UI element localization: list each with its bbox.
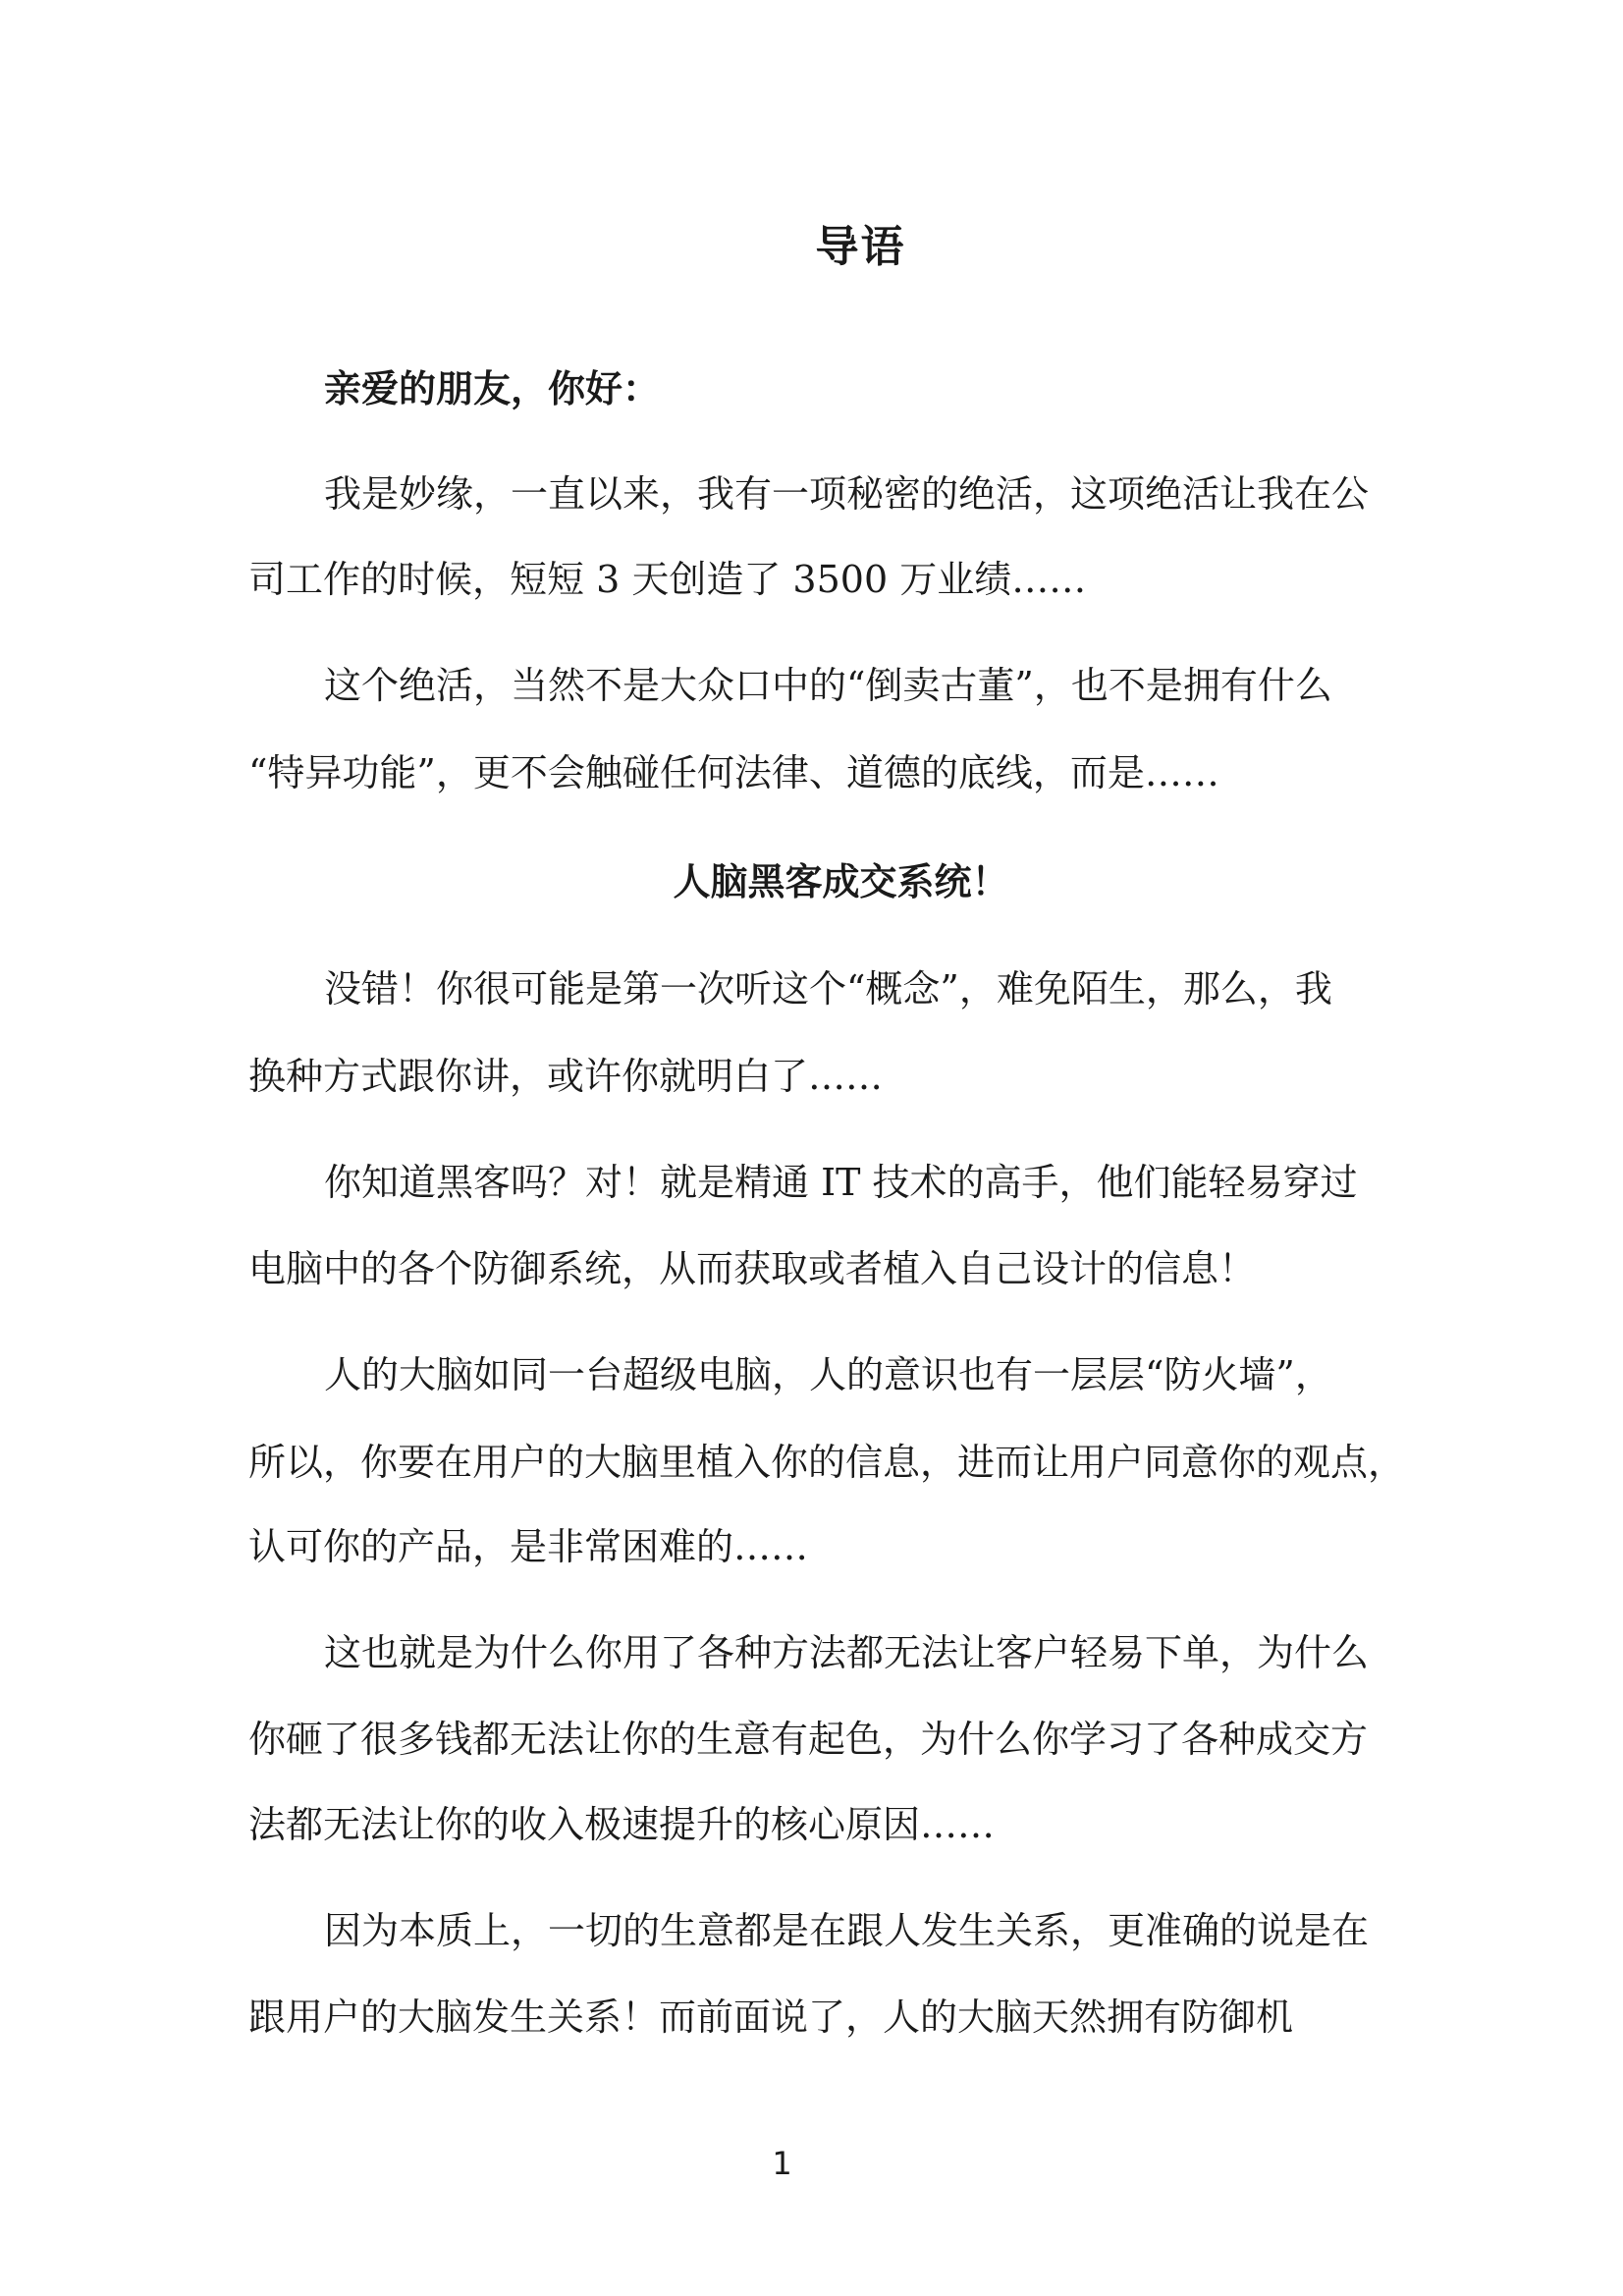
- paragraph-line: 这个绝活，当然不是大众口中的“倒卖古董”，也不是拥有什么: [324, 664, 1332, 707]
- paragraph-line: 跟用户的大脑发生关系！而前面说了，人的大脑天然拥有防御机: [248, 1995, 1294, 2039]
- paragraph-line: 没错！你很可能是第一次听这个“概念”，难免陌生，那么，我: [324, 967, 1332, 1011]
- greeting: 亲爱的朋友，你好：: [324, 366, 661, 410]
- paragraph-line: 换种方式跟你讲，或许你就明白了……: [248, 1055, 884, 1098]
- paragraph-line: 因为本质上，一切的生意都是在跟人发生关系，更准确的说是在: [324, 1909, 1370, 1952]
- paragraph-line: 认可你的产品，是非常困难的……: [248, 1525, 809, 1568]
- page-number: 1: [772, 2145, 792, 2182]
- paragraph-line: 电脑中的各个防御系统，从而获取或者植入自己设计的信息！: [248, 1247, 1257, 1290]
- paragraph-line: 你知道黑客吗？对！就是精通 IT 技术的高手，他们能轻易穿过: [324, 1161, 1358, 1204]
- paragraph-line: 人的大脑如同一台超级电脑，人的意识也有一层层“防火墙”，: [324, 1353, 1332, 1396]
- paragraph-line: 你砸了很多钱都无法让你的生意有起色，为什么你学习了各种成交方: [248, 1718, 1369, 1761]
- paragraph-line: 法都无法让你的收入极速提升的核心原因……: [248, 1803, 996, 1846]
- section-subheading: 人脑黑客成交系统！: [673, 859, 1009, 903]
- page-title: 导语: [815, 222, 906, 272]
- paragraph-line: 我是妙缘，一直以来，我有一项秘密的绝活，这项绝活让我在公: [324, 472, 1370, 516]
- paragraph-line: 司工作的时候，短短 3 天创造了 3500 万业绩……: [248, 558, 1087, 601]
- paragraph-line: 这也就是为什么你用了各种方法都无法让客户轻易下单，为什么: [324, 1631, 1370, 1674]
- paragraph-line: 所以，你要在用户的大脑里植入你的信息，进而让用户同意你的观点，: [248, 1441, 1406, 1484]
- paragraph-line: “特异功能”，更不会触碰任何法律、道德的底线，而是……: [248, 751, 1219, 794]
